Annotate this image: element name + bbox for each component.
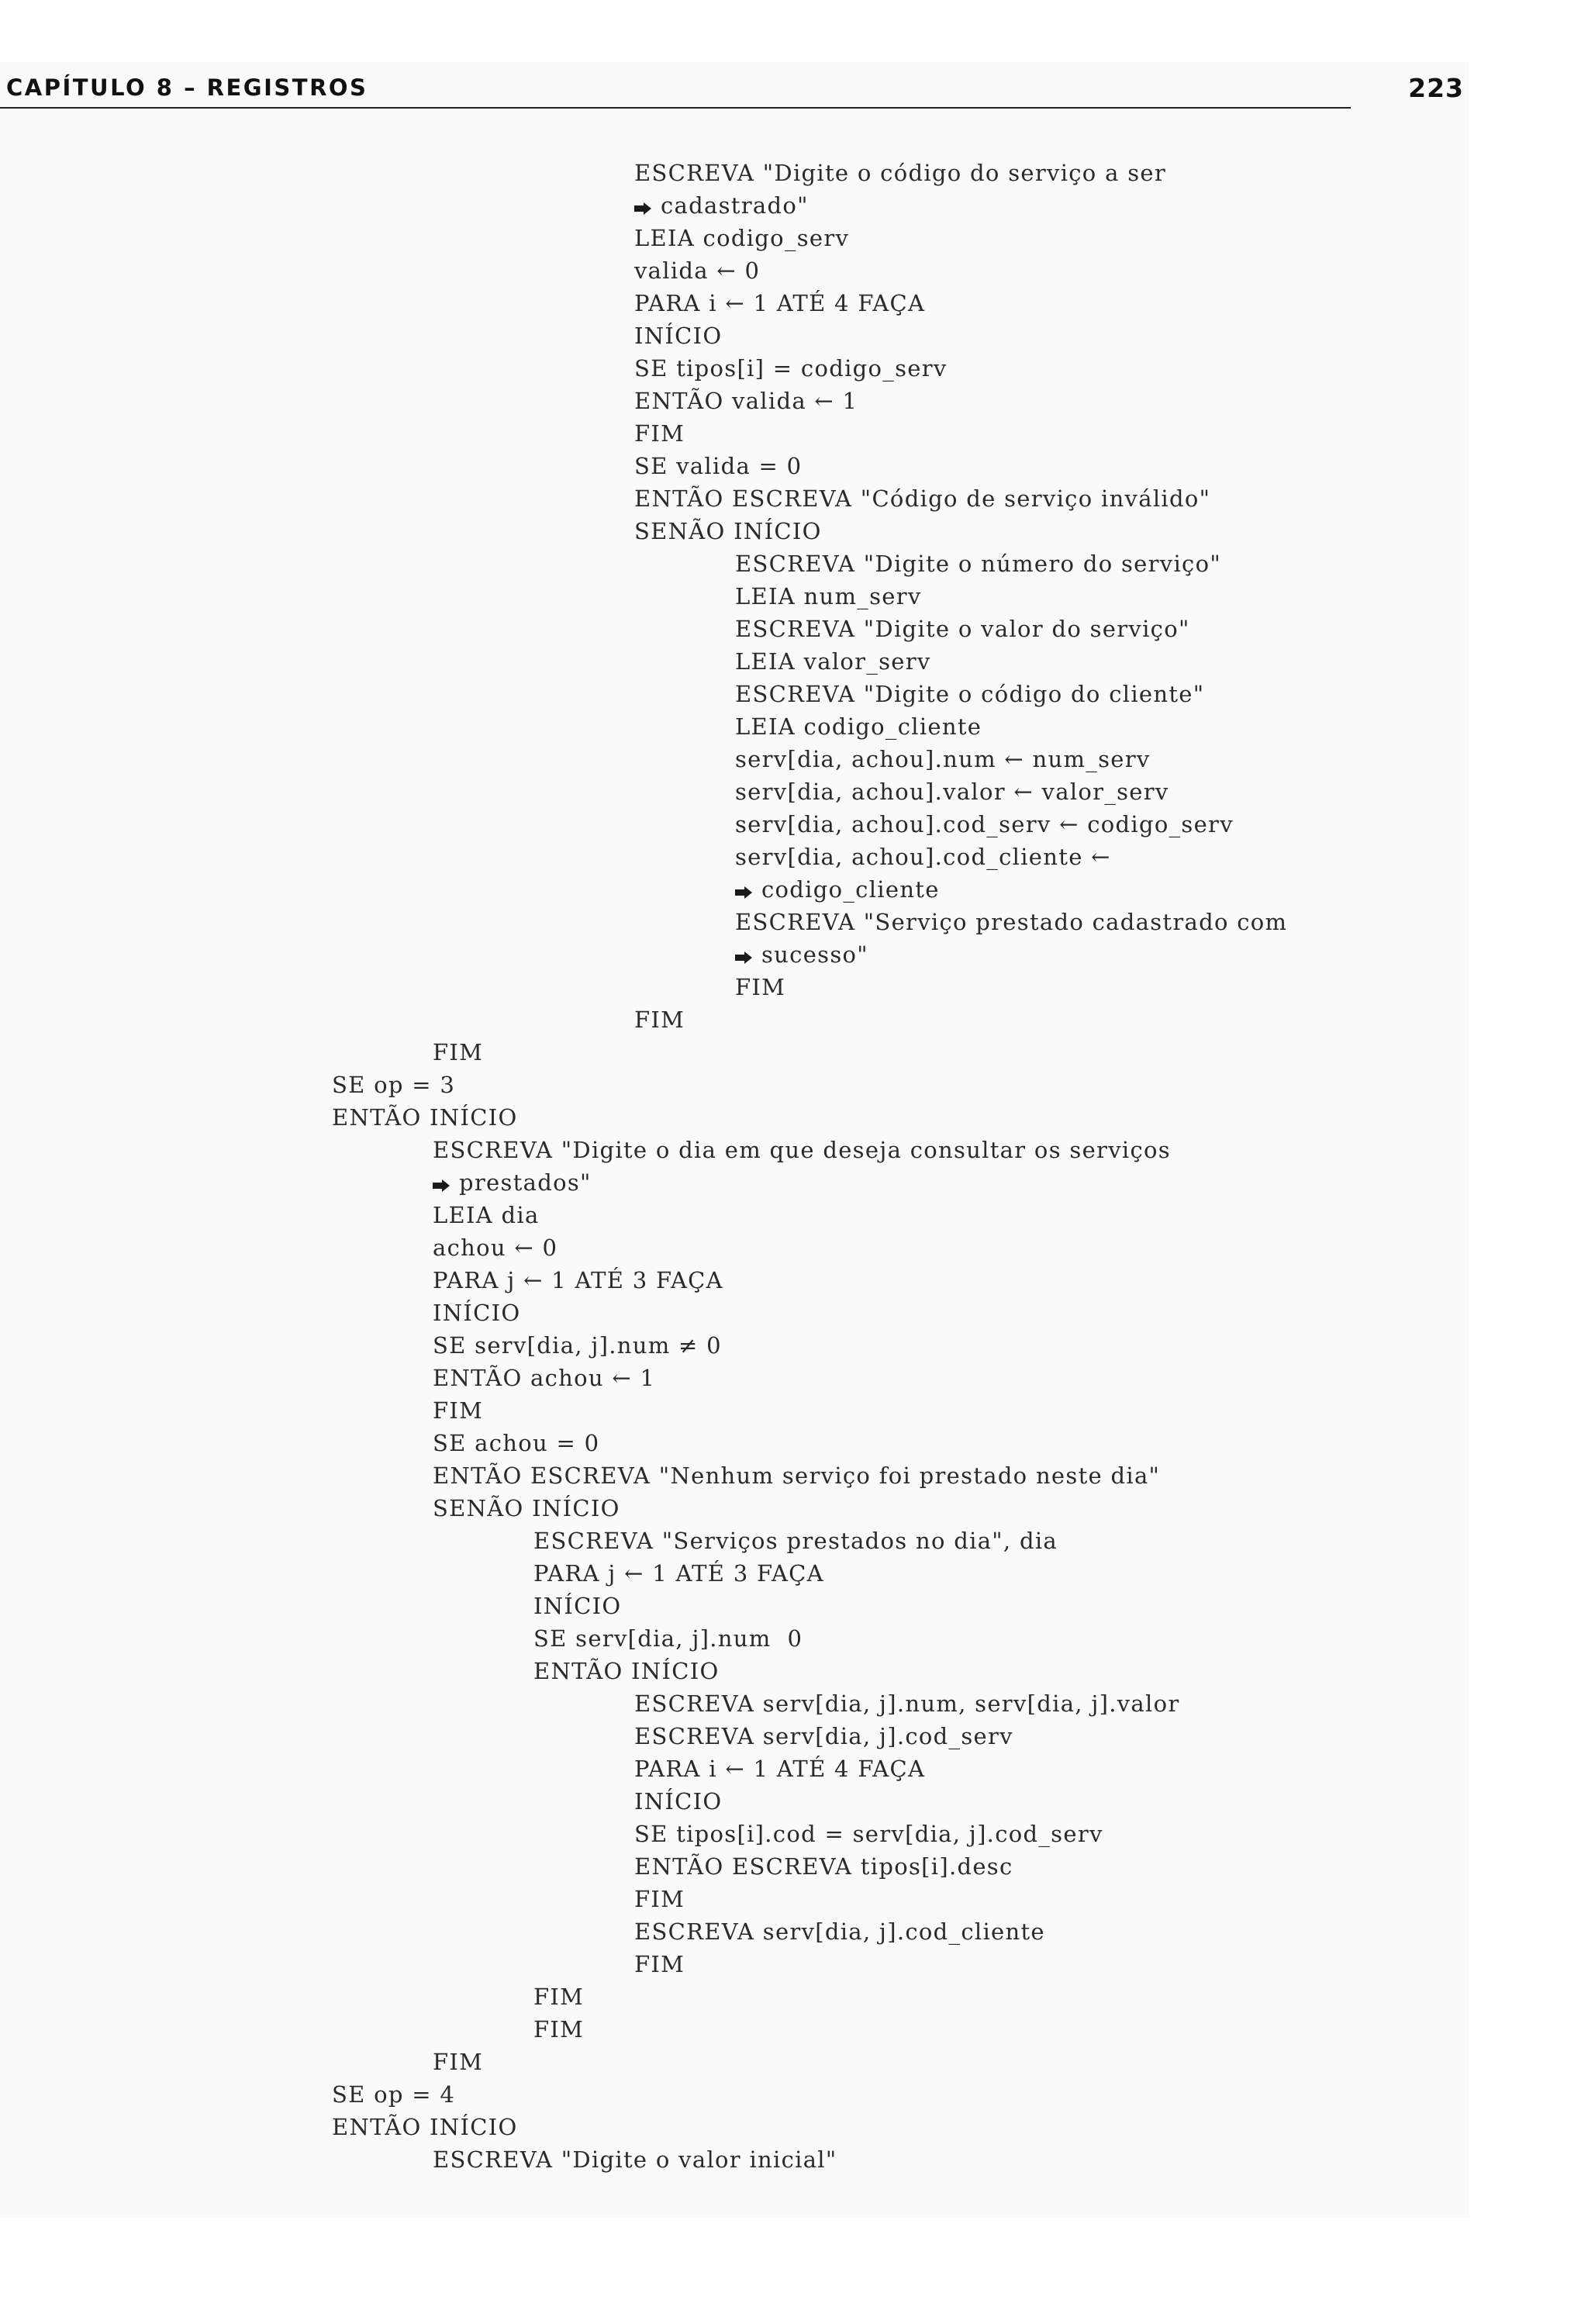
code-line [533,1980,584,2013]
code-line [433,1134,1171,1166]
code-line [634,222,849,254]
code-line-text: serv[dia, achou].cod_cliente ← [735,844,1111,870]
code-line-text: ESCREVA "Digite o valor do serviço" [735,616,1190,642]
code-line-text: ENTÃO ESCREVA "Código de serviço inválido" [634,485,1211,512]
code-line-continuation [433,1166,592,1199]
code-line [735,710,982,743]
code-line [634,1687,1180,1720]
code-line-text: serv[dia, achou].valor ← valor_serv [735,779,1169,805]
code-line [332,1069,455,1101]
code-line-text: serv[dia, achou].num ← num_serv [735,746,1151,772]
code-line [433,1492,620,1525]
continuation-arrow-icon [634,202,651,215]
code-line [735,645,931,678]
continuation-arrow-icon [735,886,752,899]
code-line-text: PARA j ← 1 ATÉ 3 FAÇA [433,1267,723,1293]
code-line-text: FIM [533,2016,585,2043]
code-line [433,1231,558,1264]
page-number: 223 [1408,73,1464,103]
code-line [634,1752,925,1785]
code-line-text: FIM [433,2049,484,2075]
code-line-text: SE op = 4 [332,2081,456,2108]
code-line [735,613,1190,645]
code-line [735,808,1234,841]
code-line-text: PARA i ← 1 ATÉ 4 FAÇA [634,290,926,316]
code-line-text: ESCREVA "Digite o código do serviço a ser [634,160,1167,186]
code-line [735,547,1221,580]
code-line [433,1394,483,1427]
header-rule [0,107,1351,109]
code-line [634,254,760,287]
code-line [634,1850,1013,1883]
code-line [634,1915,1045,1948]
code-line-continuation [735,938,868,971]
code-line [634,482,1210,515]
code-line [634,352,948,385]
code-line [533,1590,622,1622]
code-line [735,678,1204,710]
code-line-text: LEIA dia [433,1202,540,1228]
code-line [634,1883,685,1915]
code-line-text: FIM [433,1397,484,1424]
code-line-text: cadastrado" [661,192,809,219]
code-line [433,1199,540,1231]
code-line [634,319,723,352]
code-line [433,1297,521,1329]
code-line-text: valida ← 0 [634,257,761,284]
code-line-text: SENÃO INÍCIO [433,1495,620,1521]
code-line [634,515,822,547]
code-line [533,1655,720,1687]
code-line [433,1427,599,1459]
code-line-text: LEIA codigo_serv [634,225,850,251]
code-line-text: SE op = 3 [332,1072,456,1098]
code-line [332,2111,518,2143]
code-line-text: FIM [533,1984,585,2010]
code-line [634,417,685,450]
code-line-text: LEIA valor_serv [735,648,931,675]
code-line [433,1264,723,1297]
code-line [735,775,1169,808]
code-line [735,743,1151,775]
code-line-text: FIM [634,1886,685,1912]
code-line-text: LEIA codigo_cliente [735,713,982,740]
continuation-arrow-icon [433,1179,450,1192]
code-line [634,1948,685,1980]
code-line [433,2046,483,2078]
code-line-text: LEIA num_serv [735,583,922,609]
code-line-text: ESCREVA serv[dia, j].num, serv[dia, j].valor [634,1690,1180,1717]
code-line-text: SENÃO INÍCIO [634,518,822,544]
code-line [533,1525,1058,1557]
code-line-continuation [634,189,809,222]
code-line-text: SE serv[dia, j].num 0 [533,1625,803,1652]
code-line-text: ESCREVA serv[dia, j].cod_cliente [634,1918,1045,1945]
code-line-text: SE achou = 0 [433,1430,600,1456]
code-line-text: ESCREVA serv[dia, j].cod_serv [634,1723,1013,1749]
code-line-text: FIM [634,1951,685,1977]
code-line-text: FIM [634,420,685,447]
code-line [634,1785,723,1818]
code-line-text: serv[dia, achou].cod_serv ← codigo_serv [735,811,1234,837]
page-header [6,74,1464,112]
code-line-text: ESCREVA "Serviços prestados no dia", dia [533,1528,1058,1554]
code-line [735,906,1287,938]
code-line-text: PARA i ← 1 ATÉ 4 FAÇA [634,1756,926,1782]
code-line-text: ESCREVA "Digite o código do cliente" [735,681,1205,707]
code-line-text: INÍCIO [533,1593,622,1619]
code-line-text: ESCREVA "Digite o valor inicial" [433,2146,837,2173]
code-line-text: ESCREVA "Serviço prestado cadastrado com [735,909,1288,935]
code-line [735,580,922,613]
code-line [634,1003,685,1036]
code-line-text: INÍCIO [433,1300,521,1326]
code-line-continuation [735,873,940,906]
code-line [735,971,785,1003]
code-line-text: INÍCIO [634,323,723,349]
code-line-text: ENTÃO INÍCIO [332,1104,518,1131]
code-line [634,287,925,319]
code-line [634,157,1166,189]
code-line-text: ESCREVA "Digite o número do serviço" [735,551,1221,577]
code-line [433,1362,655,1394]
code-line-text: FIM [735,974,786,1000]
code-line [634,450,802,482]
continuation-arrow-icon [735,951,752,964]
code-line-text: ESCREVA "Digite o dia em que deseja consultar os serviços [433,1137,1171,1163]
code-line-text: FIM [634,1007,685,1033]
code-line-text: ENTÃO valida ← 1 [634,388,858,414]
code-line [735,841,1111,873]
code-line-text: achou ← 0 [433,1235,558,1261]
code-line [433,1036,483,1069]
code-line [634,1720,1013,1752]
code-line-text: sucesso" [761,941,868,968]
code-line [533,2013,584,2046]
code-line [533,1557,824,1590]
code-line-text: ENTÃO INÍCIO [332,2114,518,2140]
code-line [332,2078,455,2111]
code-line-text: ENTÃO INÍCIO [533,1658,720,1684]
code-line [533,1622,803,1655]
code-line-text: ENTÃO achou ← 1 [433,1365,656,1391]
chapter-title: CAPÍTULO 8 – REGISTROS [6,74,368,101]
code-line [634,1818,1103,1850]
code-line-text: SE serv[dia, j].num ≠ 0 [433,1332,722,1359]
code-line-text: ENTÃO ESCREVA tipos[i].desc [634,1853,1013,1880]
code-line-text: FIM [433,1039,484,1065]
code-line-text: SE tipos[i].cod = serv[dia, j].cod_serv [634,1821,1103,1847]
code-line [433,1329,722,1362]
code-line-text: codigo_cliente [761,876,940,903]
code-line [332,1101,518,1134]
code-line-text: prestados" [459,1169,592,1196]
code-line [433,1459,1160,1492]
code-line-text: SE tipos[i] = codigo_serv [634,355,948,382]
code-line [634,385,858,417]
code-line [433,2143,837,2176]
code-line-text: PARA j ← 1 ATÉ 3 FAÇA [533,1560,824,1587]
code-line-text: SE valida = 0 [634,453,803,479]
code-line-text: INÍCIO [634,1788,723,1815]
code-line-text: ENTÃO ESCREVA "Nenhum serviço foi prestado neste dia" [433,1462,1161,1489]
